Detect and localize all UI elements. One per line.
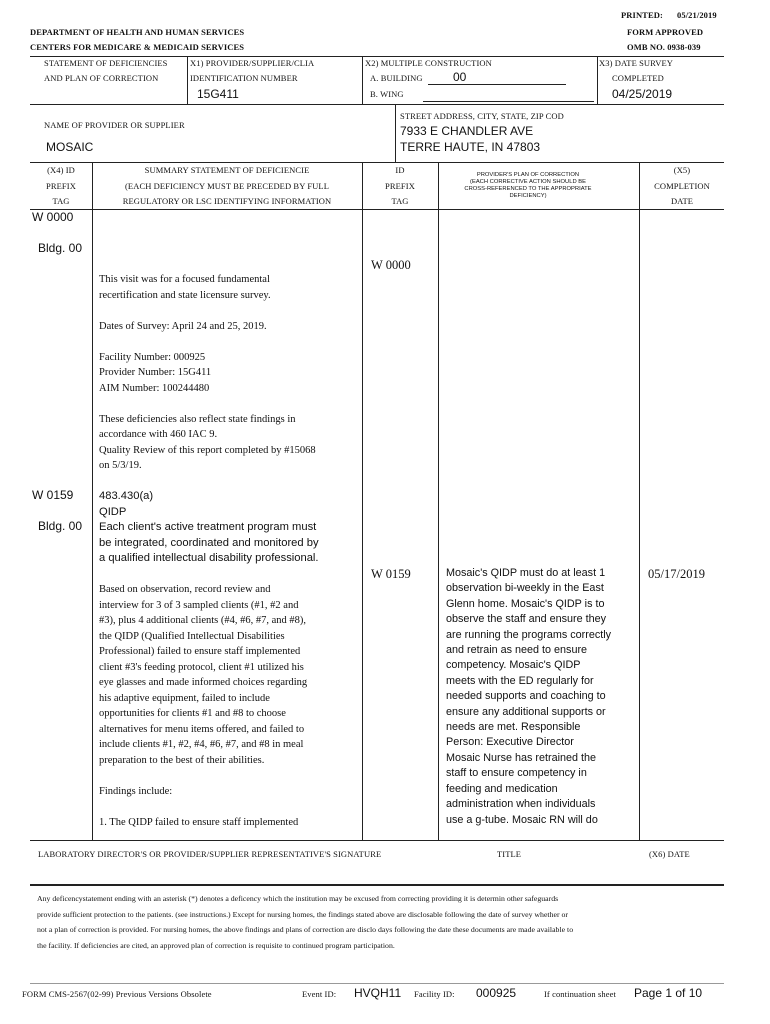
event-id-label: Event ID: bbox=[302, 989, 337, 999]
building-label: A. BUILDING bbox=[370, 73, 423, 83]
w0000-tag: W 0000 bbox=[32, 210, 74, 224]
survey-completed-date: 04/25/2019 bbox=[612, 87, 673, 101]
disclaimer-text: Any deficencystatement ending with an asterisk (*) denotes a deficency which the institution may be excused from correcting providing it is determin other safeguards provide sufficient protection to the patients. (see instructions.) Except for nursing homes, the findings stated above are disclosable following the date of survey whether or not a plan of correction is provided. For nursing homes, the above findings and plans of correction are disclo days following the date these documents are made available to the facility. If deficiencies are cited, an approved plan of correction is requisite to continued program participation. bbox=[37, 894, 574, 950]
w0159-plan-of-correction: Mosaic's QIDP must do at least 1 observation bi-weekly in the East Glenn home. Mosaic's QIDP is to observe the staff and ensure they are running the programs correctly and retrain as need to ensure competency. Mosaic's QIDP meets with the ED regularly for needed supports and coaching to ensure any additional supports or needs are met. Responsible Person: Executive Director Mosaic Nurse has retrained the staff to ensure competency in feeding and medication administration when individuals use a g-tube. Mosaic RN will do bbox=[446, 567, 612, 826]
plan-header-2: (EACH CORRECTIVE ACTION SHOULD BE bbox=[470, 179, 586, 185]
form-id: FORM CMS-2567(02-99) Previous Versions Obsolete bbox=[22, 989, 212, 999]
title-label: TITLE bbox=[497, 849, 522, 859]
summary-header-3: REGULATORY OR LSC IDENTIFYING INFORMATION bbox=[122, 196, 332, 206]
summary-header-1: SUMMARY STATEMENT OF DEFICIENCIE bbox=[144, 165, 310, 175]
x5-header-2: COMPLETION bbox=[654, 181, 710, 191]
department-title: DEPARTMENT OF HEALTH AND HUMAN SERVICES bbox=[30, 27, 245, 37]
w0159-tag: W 0159 bbox=[32, 488, 74, 502]
centers-title: CENTERS FOR MEDICARE & MEDICAID SERVICES bbox=[30, 42, 245, 52]
w0159-completion-date: 05/17/2019 bbox=[648, 567, 705, 581]
provider-id-number: 15G411 bbox=[197, 87, 239, 101]
continuation-label: If continuation sheet bbox=[544, 989, 616, 999]
address-label: STREET ADDRESS, CITY, STATE, ZIP COD bbox=[400, 111, 564, 121]
facility-id-label: Facility ID: bbox=[414, 989, 455, 999]
wing-label: B. WING bbox=[370, 89, 404, 99]
x2-label: X2) MULTIPLE CONSTRUCTION bbox=[365, 58, 492, 68]
building-value: 00 bbox=[453, 70, 467, 84]
statement-label-2: AND PLAN OF CORRECTION bbox=[44, 73, 159, 83]
provider-name-label: NAME OF PROVIDER OR SUPPLIER bbox=[44, 120, 185, 130]
x5-header-1: (X5) bbox=[673, 165, 691, 175]
x3-label: X3) DATE SURVEY bbox=[599, 58, 674, 68]
plan-header-1: PROVIDER'S PLAN OF CORRECTION bbox=[476, 172, 580, 178]
x4-header-2: PREFIX bbox=[46, 181, 76, 191]
w0000-building: Bldg. 00 bbox=[38, 241, 83, 255]
printed-label: PRINTED: bbox=[621, 10, 663, 20]
event-id-value: HVQH11 bbox=[354, 986, 402, 1000]
page-number: Page 1 of 10 bbox=[634, 986, 703, 1000]
w0000-id-tag: W 0000 bbox=[371, 258, 411, 272]
x4-header-1: (X4) ID bbox=[47, 165, 75, 175]
provider-name: MOSAIC bbox=[46, 140, 94, 154]
w0159-regulation-heading: 483.430(a) QIDP Each client's active treatment program must be integrated, coordinated and monitored by a qualified intellectual disability professional. bbox=[99, 490, 319, 564]
x4-header-3: TAG bbox=[52, 196, 70, 206]
summary-header-2: (EACH DEFICIENCY MUST BE PRECEDED BY FULL bbox=[124, 181, 330, 191]
plan-header-4: DEFICIENCY) bbox=[509, 193, 547, 199]
x6-date-label: (X6) DATE bbox=[649, 849, 690, 859]
printed-date: 05/21/2019 bbox=[677, 10, 717, 20]
w0159-id-tag: W 0159 bbox=[371, 567, 411, 581]
id-header-3: TAG bbox=[391, 196, 409, 206]
x3-label-2: COMPLETED bbox=[612, 73, 664, 83]
form-approved: FORM APPROVED bbox=[627, 27, 704, 37]
w0159-summary-text: Based on observation, record review and interview for 3 of 3 sampled clients (#1, #2 and #3), plus 4 additional clients (#4, #6, #7, and #8), the QIDP (Qualified Intellectual Disabilities Professional) failed to ensure staff implemented client #3's feeding protocol, client #1 utilized his eye glasses and made informed choices regarding his adaptive equipment, failed to include opportunities for clients #1 and #8 to choose alternatives for menu items offered, and failed to include clients #1, #2, #4, #6, #7, and #8 in meal preparation to the best of their abilities. Findings include: 1. The QIDP failed to ensure staff implemented bbox=[99, 584, 308, 828]
facility-id-value: 000925 bbox=[476, 986, 517, 1000]
plan-header-3: CROSS-REFERENCED TO THE APPROPRIATE bbox=[464, 186, 592, 192]
x5-header-3: DATE bbox=[670, 196, 694, 206]
w0159-building: Bldg. 00 bbox=[38, 519, 83, 533]
x1-label: X1) PROVIDER/SUPPLIER/CLIA bbox=[190, 58, 315, 68]
omb-number: OMB NO. 0938-039 bbox=[627, 42, 701, 52]
id-header-2: PREFIX bbox=[385, 181, 415, 191]
address-line-2: TERRE HAUTE, IN 47803 bbox=[400, 140, 541, 154]
statement-label-1: STATEMENT OF DEFICIENCIES bbox=[44, 58, 168, 68]
id-header-1: ID bbox=[395, 165, 405, 175]
signature-label: LABORATORY DIRECTOR'S OR PROVIDER/SUPPLIER REPRESENTATIVE'S SIGNATURE bbox=[38, 849, 382, 859]
w0000-summary-text: This visit was for a focused fundamental recertification and state licensure survey. Dates of Survey: April 24 and 25, 2019. Facility Number: 000925 Provider Number: 15G411 AIM Number: 100244480 These deficiencies also reflect state findings in accordance with 460 IAC 9. Quality Review of this report completed by #15068 on 5/3/19. bbox=[99, 274, 316, 471]
x1-label-2: IDENTIFICATION NUMBER bbox=[190, 73, 298, 83]
address-line-1: 7933 E CHANDLER AVE bbox=[400, 124, 534, 138]
